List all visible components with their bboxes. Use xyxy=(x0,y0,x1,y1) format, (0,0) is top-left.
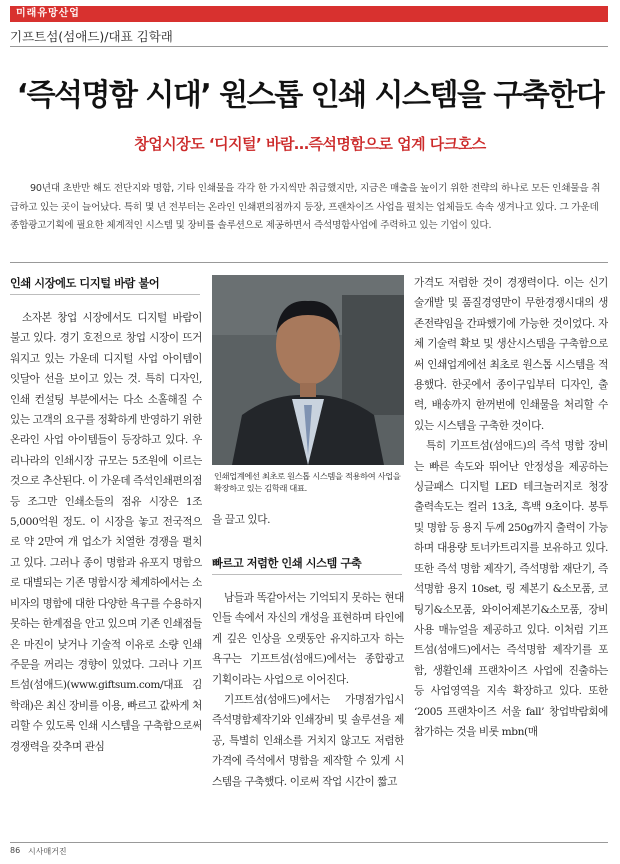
photo-caption: 인쇄업계에선 최초로 원스톱 시스템을 적용하여 사업을 확장하고 있는 김학래 대표. xyxy=(214,471,401,493)
col1-body: 소자본 창업 시장에서도 디지털 바람이 불고 있다. 경기 호전으로 창업 시장이 뜨거워지고 있는 가운데 디지털 사업 아이템이 잇달아 선을 보이고 있는 것. 특히 디자인, 인쇄 컨설팅 부분에서는 다소 소홀해질 수 있는 고객의 요구를 정확하게 반영하기 위한 온라인 사업 아이템들이 등장하고 있다. 우리나라의 인쇄시장 규모는 5조원에 이르는 것으로 추산된다. 이 가운데 즉석인쇄편의점 등 조그만 인쇄소들의 점유 시장은 1조 5,000억원 정도. 이 시장을 놓고 전국적으로 약 2만여 개 업소가 치열한 경쟁을 펼치고 있다. 그러나 종이 명함과 유포지 명함으로 대별되는 기존 명함시장 체계하에서는 소비자의 명함에 대한 다양한 욕구를 수용하지 못하는 한계점을 안고 있으며 기존 인쇄점들은 마진이 낮거나 기술적 이유로 소량 인쇄 주문을 꺼리는 경향이 있었다. 그러나 기프트섬(섬애드)(www.giftsum.com/대표 김학래)은 최신 장비를 이용, 빠르고 값싸게 처리할 수 있도록 인쇄 시스템을 구축함으로써 경쟁력을 갖추며 관심 xyxy=(10,312,202,753)
col2-continuation xyxy=(212,510,404,530)
col1-heading-rule xyxy=(10,294,200,295)
portrait-photo xyxy=(212,275,404,465)
subheadline: 창업시장도 ‘디지털’ 바람…즉석명함으로 업계 다크호스 xyxy=(134,135,486,153)
col2-continuation-text: 을 끌고 있다. xyxy=(212,514,271,526)
col2-paragraph-1: 남들과 똑같아서는 기억되지 못하는 현대인들 속에서 자신의 개성을 표현하며 타인에게 깊은 인상을 오랫동안 유지하고자 하는 욕구는 기프트섬(섬애드)에서는 종합광고 기획이라는 사업으로 이어진다. xyxy=(212,592,404,686)
company-line: 기프트섬(섬애드)/대표 김학래 xyxy=(10,29,173,44)
section-label: 미래유망산업 xyxy=(16,8,80,19)
divider-footer xyxy=(10,842,608,843)
col3-paragraph-2: 특히 기프트섬(섬애드)의 즉석 명함 장비는 빠른 속도와 뛰어난 안정성을 제공하는 싱글패스 디지털 LED 테크놀러지로 청장 출력속도는 컬러 13초, 흑백 9초이다. 봉투 및 명함 등 용지 두께 250g까지 출력이 가능하며 대용량 토너카트리지를 보유하고 있다. 또한 즉석 명함 제작기, 즉석명함 재단기, 즉석명함 용지 10set, 링 제본기 &소모품, 코팅기&소모품, 와이어제본기&소모품, 장비 사용 매뉴얼을 제공하고 있다. 이처럼 기프트섬(섬애드)에서는 즉석명함 제작기를 포함, 생활인쇄 프랜차이즈 사업에 진출하는 등 사업영역을 지속 확장하고 있다. 또한 ‘2005 프랜차이즈 서울 fall’ 창업박람회에 참가하는 것을 비롯 mbn(매 xyxy=(414,440,608,738)
lead-paragraph: 90년대 초반만 해도 전단지와 명함, 기타 인쇄물을 각각 한 가지씩만 취급했지만, 지금은 매출을 높이기 위한 전략의 하나로 모든 인쇄물을 취급하고 있는 곳이 늘어났다. 특히 몇 년 전부터는 온라인 인쇄편의점까지 등장, 프랜차이즈 사업을 펼치는 업체들도 속속 생겨나고 있다. 그 가운데 종합광고기획에 필요한 체계적인 시스템 및 장비를 솔루션으로 제공하면서 즉석명함사업에 주력하고 있는 기업이 있다. xyxy=(10,183,601,231)
column-1 xyxy=(10,308,202,838)
portrait-illustration xyxy=(212,275,404,465)
headline: ‘즉석명함 시대’ 원스톱 인쇄 시스템을 구축한다 xyxy=(16,78,604,113)
col2-heading-rule xyxy=(212,574,402,575)
divider-lead xyxy=(10,262,608,263)
column-2 xyxy=(212,588,404,838)
column-3 xyxy=(414,273,608,839)
page-number: 86 xyxy=(10,846,21,855)
section-label-bar xyxy=(10,6,608,22)
col2-paragraph-2: 기프트섬(섬애드)에서는 가명점가입시 즉석명함제작기와 인쇄장비 및 솔루션을 제공, 특별히 인쇄소를 거치지 않고도 저렴한 가격에 즉석에서 명함을 제작할 수 있게 시스템을 구축했다. 이로써 작업 시간이 짧고 xyxy=(212,694,404,788)
col3-paragraph-1: 가격도 저렴한 것이 경쟁력이다. 이는 신기술개발 및 품질경영만이 무한경쟁시대의 생존전략임을 간파했기에 가능한 것이었다. 자체 기술력 확보 및 생산시스템을 구축함으로써 인쇄업계에선 최초로 원스톱 시스템을 적용했다. 한곳에서 종이구입부터 디자인, 출력, 배송까지 한꺼번에 인쇄물을 처리할 수 있는 시스템을 구축한 것이다. xyxy=(414,277,608,432)
divider-top xyxy=(10,46,608,47)
col1-heading: 인쇄 시장에도 디지털 바람 불어 xyxy=(10,277,160,290)
col2-heading: 빠르고 저렴한 인쇄 시스템 구축 xyxy=(212,557,362,570)
magazine-name: 시사매거진 xyxy=(28,847,67,856)
